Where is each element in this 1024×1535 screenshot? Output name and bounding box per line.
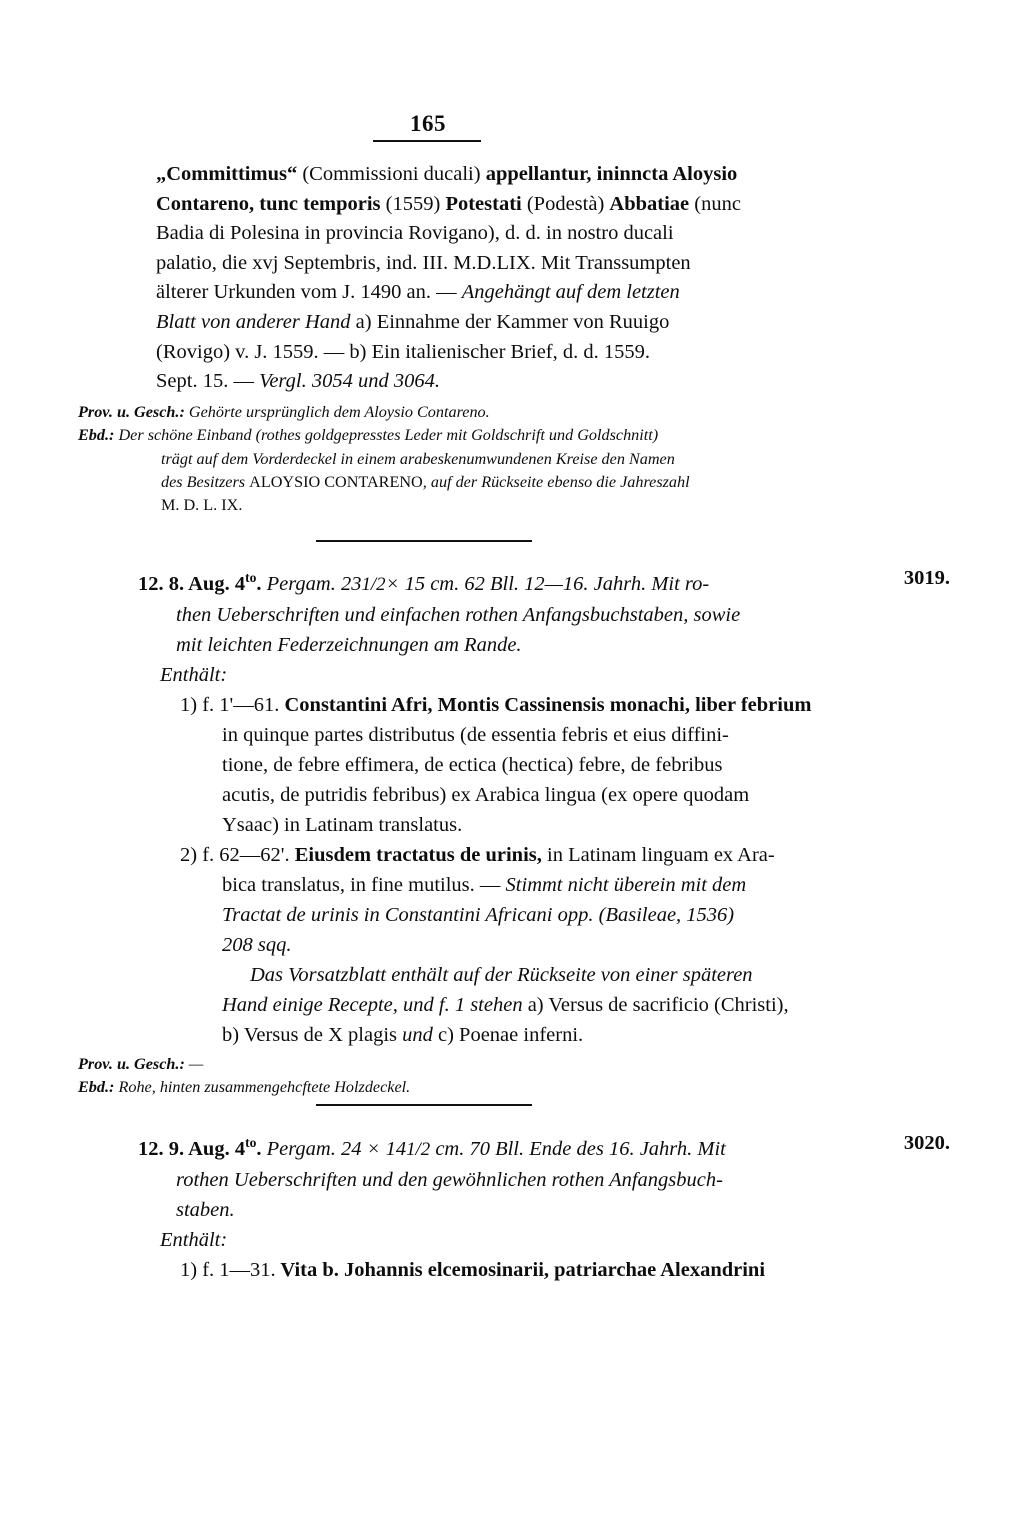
item-2-folio: f. 62—62'. bbox=[202, 843, 290, 866]
entry-3019-note-ebd bbox=[78, 1076, 958, 1099]
ebd-text-3c: , auf der Rückseite ebenso die Jahreszahl bbox=[422, 472, 690, 491]
entry-prev-body bbox=[78, 160, 958, 397]
prev-line-2-roman-b: (Podestà) bbox=[521, 192, 610, 215]
prev-line-5 bbox=[156, 278, 958, 308]
entry-3020-head-line-3: staben. bbox=[176, 1198, 235, 1221]
entry-3020-desc-fraction: 1/2 bbox=[406, 1138, 431, 1160]
prev-line-2-roman-a: (1559) bbox=[380, 192, 446, 215]
prov-label-2: Prov. u. Gesch.: bbox=[78, 1054, 185, 1073]
entry-3020-item-1-number: 1) bbox=[180, 1258, 198, 1281]
prev-line-2 bbox=[156, 190, 958, 220]
prev-note-ebd-line-1 bbox=[78, 424, 958, 447]
prev-line-3: Badia di Polesina in provincia Rovigano), d. d. in nostro ducali bbox=[156, 222, 674, 245]
item-2-number: 2) bbox=[180, 843, 198, 866]
entry-3020-item-1-folio: f. 1—31. bbox=[202, 1258, 276, 1281]
item-2-title-rest: in Latinam linguam ex Ara- bbox=[541, 843, 775, 866]
item-1-number: 1) bbox=[180, 693, 198, 716]
owner-name: ALOYSIO CONTARENO bbox=[249, 472, 423, 491]
section-divider-1 bbox=[316, 540, 532, 542]
entry-3020-head bbox=[78, 1128, 958, 1255]
item-2-line-1 bbox=[180, 840, 958, 870]
item-2-line-2-roman: bica translatus, in fine mutilus. — bbox=[222, 873, 506, 896]
ebd-label: Ebd.: bbox=[78, 426, 115, 445]
entry-3020-item-1-title: Vita b. Johannis elcemosinarii, patriarchae Alexandrini bbox=[275, 1258, 766, 1281]
prev-line-2-bold-a: Contareno, tunc temporis bbox=[156, 192, 381, 215]
entry-3019-enthaelt: Enthält: bbox=[160, 663, 228, 686]
prov-text-2: — bbox=[184, 1054, 204, 1073]
entry-3019-item-1 bbox=[138, 690, 958, 840]
item-2-para-line-2-italic: Hand einige Recepte, und f. 1 stehen bbox=[222, 993, 523, 1016]
prev-line-8 bbox=[156, 367, 958, 397]
entry-3020-desc-a: Pergam. 24 × 14 bbox=[261, 1137, 407, 1160]
item-2-line-4: 208 sqq. bbox=[222, 933, 292, 956]
prev-line-8-roman: Sept. 15. — bbox=[156, 370, 260, 393]
item-1-line-2: in quinque partes distributus (de essentia febris et eius diffini- bbox=[222, 723, 729, 746]
prov-label: Prov. u. Gesch.: bbox=[78, 402, 185, 421]
entry-3019-notes bbox=[78, 1053, 958, 1100]
prev-line-1-roman: (Commissioni ducali) bbox=[297, 163, 486, 185]
entry-3019-head-line-1 bbox=[78, 563, 958, 600]
item-2-para-line-3-roman-a: b) Versus de X plagis bbox=[222, 1023, 403, 1046]
section-divider-2 bbox=[316, 1104, 532, 1106]
prev-line-1-bold-b: appellantur, ininncta Aloysio bbox=[485, 163, 738, 185]
prev-note-ebd-line-3 bbox=[78, 471, 958, 494]
item-2-para-line-1: Das Vorsatzblatt enthält auf der Rückseite von einer späteren bbox=[250, 963, 753, 986]
prev-line-6-roman: a) Einnahme der Kammer von Ruuigo bbox=[350, 310, 670, 333]
entry-3020-shelfmark: 12. 9. Aug. 4 bbox=[138, 1137, 246, 1160]
entry-3019-head-line-3: mit leichten Federzeichnungen am Rande. bbox=[176, 633, 522, 656]
prev-line-1-bold-a: „Committimus“ bbox=[156, 163, 298, 185]
item-1-folio: f. 1'—61. bbox=[202, 693, 280, 716]
item-2-line-2-italic: Stimmt nicht überein mit dem bbox=[505, 873, 747, 896]
entry-3019-shelfmark-sup: to bbox=[245, 570, 257, 585]
ebd-label-2: Ebd.: bbox=[78, 1078, 115, 1097]
item-1-line-5: Ysaac) in Latinam translatus. bbox=[222, 813, 463, 836]
prev-line-2-bold-c: Abbatiae bbox=[609, 192, 690, 215]
entry-3019-head bbox=[78, 563, 958, 690]
entry-3020-shelfmark-sup: to bbox=[245, 1135, 257, 1150]
entry-prev-notes bbox=[78, 401, 958, 518]
prev-line-7: (Rovigo) v. J. 1559. — b) Ein italienischer Brief, d. d. 1559. bbox=[156, 340, 651, 363]
prev-note-ebd-line-2: trägt auf dem Vorderdeckel in einem arabeskenumwundenen Kreise den Namen bbox=[161, 449, 675, 468]
prev-line-6-italic: Blatt von anderer Hand bbox=[156, 310, 351, 333]
entry-3020-item-1 bbox=[138, 1255, 958, 1285]
prev-line-2-bold-b: Potestati bbox=[445, 192, 522, 215]
entry-3019-head-line-2: then Ueberschriften und einfachen rothen Anfangsbuchstaben, sowie bbox=[176, 603, 741, 626]
entry-3019-shelfmark-dot: . bbox=[256, 572, 262, 595]
folio-rule bbox=[373, 140, 481, 142]
entry-3019-desc-fraction: 1/2 bbox=[361, 573, 386, 595]
prev-line-1 bbox=[156, 160, 958, 190]
entry-3019-desc-a: Pergam. 23 bbox=[261, 572, 362, 595]
prev-line-6 bbox=[156, 308, 958, 338]
ebd-text-3a: des Besitzers bbox=[161, 472, 250, 491]
item-1-line-1 bbox=[180, 690, 958, 720]
entry-3019-item-2 bbox=[138, 840, 958, 1050]
entry-3020-shelfmark-dot: . bbox=[256, 1137, 262, 1160]
entry-3019-desc-b: × 15 cm. 62 Bll. 12—16. Jahrh. Mit ro- bbox=[385, 572, 710, 595]
ebd-text-2: Rohe, hinten zusammengehcftete Holzdeckel. bbox=[114, 1078, 411, 1097]
item-2-para-line-3-roman-b: c) Poenae inferni. bbox=[432, 1023, 584, 1046]
item-2-para-line-2 bbox=[180, 990, 958, 1020]
entry-3019-catalogue-number: 3019. bbox=[903, 567, 950, 589]
ebd-text-1: Der schöne Einband (rothes goldgepresstes Leder mit Goldschrift und Goldschnitt) bbox=[114, 426, 659, 445]
item-2-line-3: Tractat de urinis in Constantini Africani opp. (Basileae, 1536) bbox=[222, 903, 735, 926]
prev-line-2-roman-c: (nunc bbox=[689, 192, 741, 215]
prov-text: Gehörte ursprünglich dem Aloysio Contareno. bbox=[184, 402, 490, 421]
entry-3020 bbox=[78, 1128, 958, 1285]
item-2-title: Eiusdem tractatus de urinis, bbox=[289, 843, 542, 866]
prev-note-prov bbox=[78, 401, 958, 424]
page-number: 165 bbox=[410, 111, 446, 136]
item-1-line-4: acutis, de putridis febribus) ex Arabica lingua (ex opere quodam bbox=[222, 783, 750, 806]
entry-continuation-block bbox=[78, 160, 958, 518]
entry-3020-desc-b: cm. 70 Bll. Ende des 16. Jahrh. Mit bbox=[430, 1137, 726, 1160]
entry-3019-shelfmark: 12. 8. Aug. 4 bbox=[138, 572, 246, 595]
entry-3020-enthaelt: Enthält: bbox=[160, 1228, 228, 1251]
entry-3020-head-line-1 bbox=[78, 1128, 958, 1165]
prev-line-5-roman: älterer Urkunden vom J. 1490 an. — bbox=[156, 281, 462, 304]
item-2-para-line-3 bbox=[180, 1020, 958, 1050]
entry-3020-item-1-line-1 bbox=[180, 1255, 958, 1285]
item-1-title: Constantini Afri, Montis Cassinensis monachi, liber febrium bbox=[279, 693, 812, 716]
item-2-para-line-3-italic: und bbox=[402, 1023, 433, 1046]
prev-line-4: palatio, die xvj Septembris, ind. III. M.D.LIX. Mit Transsumpten bbox=[156, 251, 691, 274]
item-2-line-2 bbox=[180, 870, 958, 900]
entry-3020-catalogue-number: 3020. bbox=[903, 1132, 950, 1154]
entry-3020-head-line-2: rothen Ueberschriften und den gewöhnlichen rothen Anfangsbuch- bbox=[176, 1168, 723, 1191]
prev-line-8-italic: Vergl. 3054 und 3064. bbox=[259, 370, 440, 393]
item-2-para-line-2-roman: a) Versus de sacrificio (Christi), bbox=[522, 993, 789, 1016]
entry-3019 bbox=[78, 563, 958, 1100]
entry-3019-note-prov bbox=[78, 1053, 958, 1076]
prev-line-5-italic: Angehängt auf dem letzten bbox=[461, 281, 680, 304]
page-header bbox=[373, 112, 483, 142]
item-1-line-3: tione, de febre effimera, de ectica (hectica) febre, de febribus bbox=[222, 753, 723, 776]
prev-note-ebd-line-4: M. D. L. IX. bbox=[161, 496, 243, 515]
